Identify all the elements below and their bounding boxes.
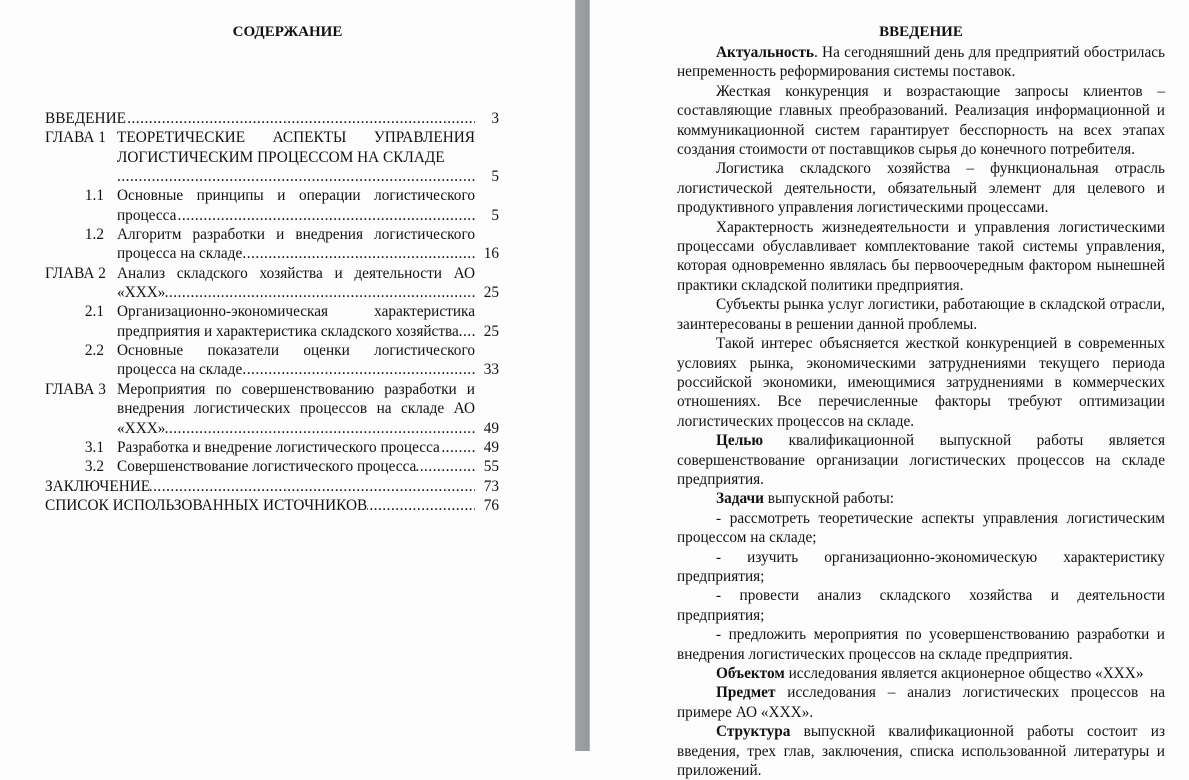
table-of-contents [45,109,499,515]
toc-entry-number: 2.2 [84,342,104,360]
toc-entry-title [117,380,475,438]
paragraph [677,159,1165,217]
toc-entry[interactable] [45,438,499,457]
paragraph-text: Логистика складского хозяйства – функциональная отрасль логистической деятельности, обязательный элемент для целевого и продуктивного управления логистическими процессами. [677,160,1165,217]
paragraph [677,548,1165,587]
paragraph-lead: Предмет [716,684,776,702]
toc-entry-text: ТЕОРЕТИЧЕСКИЕ АСПЕКТЫ УПРАВЛЕНИЯ ЛОГИСТИЧЕСКИМ ПРОЦЕССОМ НА СКЛАДЕ [117,129,475,166]
introduction-body [677,43,1165,780]
toc-entry-title [117,302,475,341]
paragraph-text: исследования является акционерное общество «ХХХ» [784,665,1144,682]
toc-entry-number: 2.1 [84,303,104,321]
paragraph-text: исследования – анализ логистических процессов на примере АО «ХХХ». [677,684,1165,721]
toc-entry-text: Разработка и внедрение логистического процесса [117,438,440,456]
toc-entry-page: 25 [483,322,499,340]
toc-entry-title [117,225,475,264]
toc-entry-title [117,438,475,457]
paragraph-lead: Целью [716,432,764,450]
page-separator [575,0,590,751]
toc-entry-text: Организационно-экономическая характеристика предприятия и характеристика складского хозяйства [117,303,475,340]
toc-entry-number: ГЛАВА 2 [45,264,106,282]
toc-entry[interactable] [45,380,499,438]
toc-entry-title [45,477,475,496]
paragraph [677,509,1165,548]
paragraph [677,625,1165,664]
toc-entry-title [45,496,475,515]
toc-entry-text: Мероприятия по совершенствованию разработки и внедрения логистических процессов на складе АО «ХХХ» [117,380,475,437]
toc-entry-number: 1.2 [84,226,104,244]
paragraph [677,218,1165,296]
toc-entry-text: Анализ складского хозяйства и деятельности АО «ХХХ» [117,264,475,302]
toc-entry-page: 73 [483,477,499,495]
introduction-title: ВВЕДЕНИЕ [879,24,963,40]
toc-title: СОДЕРЖАНИЕ [232,24,343,40]
paragraph-text: выпускной работы: [763,490,895,508]
paragraph-text: - рассмотреть теоретические аспекты управления логистическим процессом на складе; [677,509,1165,547]
paragraph [677,489,1165,508]
paragraph [677,295,1165,334]
toc-entry[interactable] [45,109,499,128]
paragraph [677,664,1165,683]
toc-entry-title [117,186,475,225]
toc-entry[interactable] [45,186,499,225]
paragraph-lead: Актуальность [716,44,814,61]
toc-entry[interactable] [45,264,499,303]
toc-entry[interactable] [45,496,499,515]
toc-entry[interactable] [45,477,499,496]
paragraph-lead: Задачи [716,490,764,508]
toc-entry[interactable] [45,225,499,264]
toc-entry-title [117,341,475,380]
toc-entry-text: Алгоритм разработки и внедрения логистического процесса на складе [117,226,475,263]
paragraph [677,431,1165,489]
paragraph-text: квалификационной выпускной работы является совершенствование организации логистических процессов на складе предприятия. [677,432,1165,488]
paragraph-lead: Структура [716,723,791,741]
paragraph-text: выпускной квалификационной работы состоит из введения, трех глав, заключения, списка использованной литературы и приложений. [677,723,1165,780]
toc-entry[interactable] [45,128,499,186]
paragraph-text: Жесткая конкуренция и возрастающие запросы клиентов – составляющие главных преобразований. Реализация информационной и коммуникационной систем гарантирует бесспорность на всех этапах создания стоимости от поставщиков сырья до конечного потребителя. [677,82,1165,159]
toc-entry-title [45,109,475,128]
paragraph-text: . На сегодняшний день для предприятий обострилась непременность реформирования системы поставок. [677,44,1165,81]
toc-entry-page: 5 [491,168,499,186]
paragraph-text: Субъекты рынка услуг логистики, работающие в складской отрасли, заинтересованы в решении данной проблемы. [677,296,1165,333]
toc-entry[interactable] [45,302,499,341]
toc-entry-number: ГЛАВА 1 [45,129,106,147]
toc-entry-number: ГЛАВА 3 [45,380,106,398]
toc-entry-title [117,457,475,476]
toc-entry[interactable] [45,457,499,476]
toc-entry-text: СПИСОК ИСПОЛЬЗОВАННЫХ ИСТОЧНИКОВ [45,496,368,514]
toc-entry-page: 5 [491,206,499,224]
paragraph-text: - провести анализ складского хозяйства и деятельности предприятия; [677,587,1165,624]
toc-entry-number: 1.1 [84,187,104,205]
paragraph [677,82,1165,160]
paragraph [677,43,1165,82]
paragraph [677,586,1165,625]
toc-entry-page: 3 [491,110,499,127]
toc-entry-title [117,128,475,186]
toc-entry-text: Основные показатели оценки логистического процесса на складе [117,342,475,379]
toc-entry-title [117,264,475,303]
paragraph-lead: Объектом [716,665,785,682]
paragraph-text: - предложить мероприятия по усовершенствованию разработки и внедрения логистических процессов на складе предприятия. [677,626,1165,663]
paragraph-text: Такой интерес объясняется жесткой конкуренцией в современных условиях рынка, экономическими затруднениями текущего периода российской экономики, имеющимися затруднениями в коммерческих отношениях. Все перечисленные факторы требуют оптимизации логистических процессов на складе. [677,335,1165,430]
toc-entry-text: ВВЕДЕНИЕ [45,110,126,127]
toc-entry-number: 3.2 [84,458,104,476]
paragraph [677,334,1165,431]
toc-page [0,0,575,751]
toc-entry-number: 3.1 [84,438,104,456]
paragraph [677,722,1165,780]
toc-entry-page: 16 [483,245,499,263]
introduction-page [590,0,1189,780]
toc-entry-page: 55 [483,458,499,476]
paragraph-text: Характерность жизнедеятельности и управления логистическими процессами обуславливает комплектование такой системы управления, которая одновременно являлась бы первоочередным фактором нынешней практики складской политики предприятия. [677,218,1165,294]
toc-entry[interactable] [45,341,499,380]
toc-entry-page: 76 [483,496,499,514]
paragraph [677,683,1165,722]
toc-entry-text: ЗАКЛЮЧЕНИЕ [45,477,151,495]
toc-entry-page: 33 [483,361,499,379]
paragraph-text: - изучить организационно-экономическую характеристику предприятия; [677,548,1165,585]
toc-entry-page: 49 [483,419,499,437]
toc-entry-page: 49 [483,438,499,456]
toc-entry-text: Совершенствование логистического процесса [117,458,417,476]
toc-entry-text: Основные принципы и операции логистического процесса [117,187,475,224]
toc-entry-page: 25 [483,284,499,302]
